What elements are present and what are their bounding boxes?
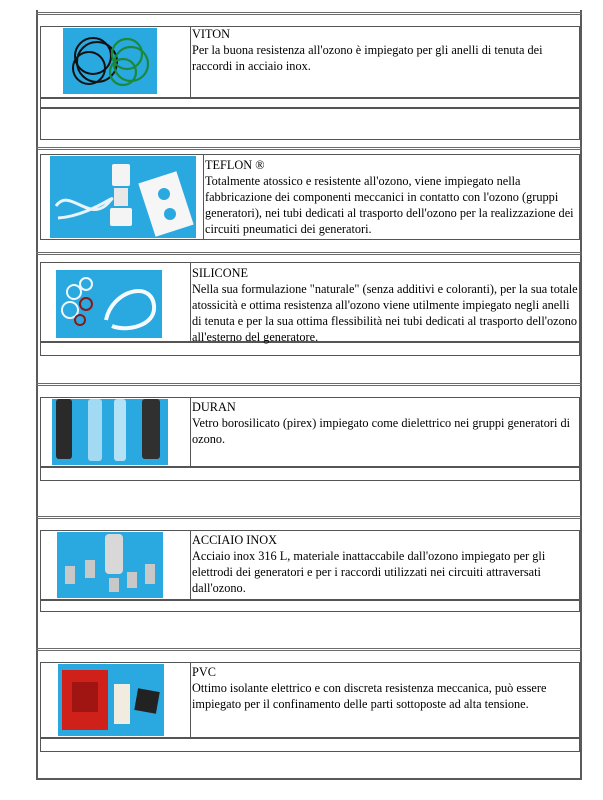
material-description: Ottimo isolante elettrico e con discreta resistenza meccanica, può essere impiegato per il confinamento delle parti sottoposte ad alta tensione. [192, 681, 547, 711]
material-description: Nella sua formulazione "naturale" (senza additivi e coloranti), per la sua totale atossicità e ottima resistenza all'ozono viene utilmente impiegato negli anelli di tenuta e per la sua ottima flessibilità nei tubi dedicati al trasporto dell'ozono all'esterno del generatore. [192, 282, 578, 344]
row-spacer [40, 98, 580, 108]
rule [36, 516, 582, 519]
teflon-parts-icon [50, 156, 196, 238]
row-spacer [40, 108, 580, 140]
rule [36, 12, 582, 15]
glass-tubes-icon [52, 399, 168, 465]
acciaio-inox-text [192, 532, 580, 596]
viton-text [192, 26, 580, 74]
material-name: ACCIAIO INOX [192, 533, 278, 547]
pvc-image [58, 664, 164, 736]
material-name: TEFLON ® [205, 158, 265, 172]
material-description: Totalmente atossico e resistente all'ozono, viene impiegato nella fabbricazione dei componenti meccanici in contatto con l'ozono (gruppi generatori), nei tubi dedicati al trasporto dell'ozono per la realizzazione dei circuiti pneumatici dei generatori. [205, 174, 574, 236]
viton-image [63, 28, 157, 94]
teflon-image [50, 156, 196, 238]
material-name: DURAN [192, 400, 236, 414]
pvc-parts-icon [58, 664, 164, 736]
material-description: Vetro borosilicato (pirex) impiegato come dielettrico nei gruppi generatori di ozono. [192, 416, 571, 446]
row-spacer [40, 738, 580, 752]
rule [36, 147, 582, 150]
silicone-image [56, 270, 162, 338]
rule [36, 252, 582, 255]
row-spacer [40, 600, 580, 612]
silicone-rings-tube-icon [56, 270, 162, 338]
material-name: PVC [192, 665, 216, 679]
material-description: Acciaio inox 316 L, materiale inattaccabile dall'ozono impiegato per gli elettrodi dei generatori e per i raccordi utilizzati nei circuiti attraversati dall'ozono. [192, 549, 546, 595]
material-description: Per la buona resistenza all'ozono è impiegato per gli anelli di tenuta dei raccordi in acciaio inox. [192, 43, 543, 73]
pvc-text [192, 664, 580, 712]
cell-divider [190, 262, 191, 342]
material-name: VITON [192, 27, 231, 41]
o-rings-black-green-icon [63, 28, 157, 94]
row-spacer [40, 467, 580, 481]
acciaio-inox-image [57, 532, 163, 598]
silicone-text [192, 265, 580, 345]
cell-divider [190, 662, 191, 738]
steel-fittings-icon [57, 532, 163, 598]
cell-divider [190, 530, 191, 600]
cell-divider [203, 154, 204, 240]
rule [36, 648, 582, 651]
duran-text [192, 399, 580, 447]
material-name: SILICONE [192, 266, 249, 280]
rule [36, 383, 582, 386]
cell-divider [190, 397, 191, 467]
cell-divider [190, 26, 191, 98]
duran-image [52, 399, 168, 465]
teflon-text [205, 157, 580, 237]
